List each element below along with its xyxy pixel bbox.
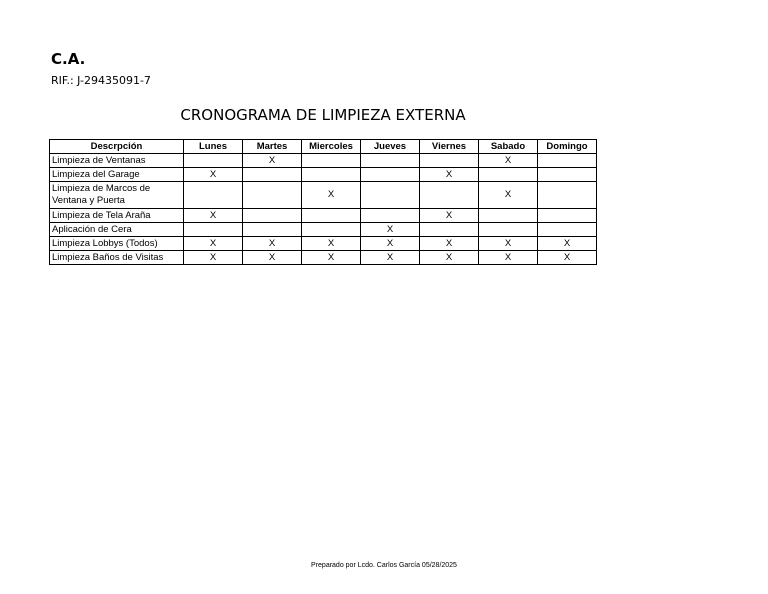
day-cell: X bbox=[302, 251, 361, 265]
day-cell bbox=[302, 168, 361, 182]
day-cell: X bbox=[302, 237, 361, 251]
column-header: Martes bbox=[243, 140, 302, 154]
table-row bbox=[50, 251, 597, 265]
day-cell bbox=[243, 182, 302, 209]
day-cell bbox=[361, 182, 420, 209]
task-description: Limpieza de Marcos de Ventana y Puerta bbox=[50, 182, 184, 209]
day-cell bbox=[538, 223, 597, 237]
table-row bbox=[50, 168, 597, 182]
day-cell: X bbox=[184, 251, 243, 265]
column-header: Jueves bbox=[361, 140, 420, 154]
day-cell: X bbox=[538, 251, 597, 265]
document-title: CRONOGRAMA DE LIMPIEZA EXTERNA bbox=[180, 106, 466, 124]
day-cell: X bbox=[184, 209, 243, 223]
column-header: Viernes bbox=[420, 140, 479, 154]
day-cell bbox=[302, 223, 361, 237]
day-cell: X bbox=[243, 237, 302, 251]
day-cell: X bbox=[538, 237, 597, 251]
day-cell: X bbox=[420, 251, 479, 265]
day-cell: X bbox=[361, 237, 420, 251]
day-cell: X bbox=[479, 182, 538, 209]
day-cell: X bbox=[361, 251, 420, 265]
rif-number: RIF.: J-29435091-7 bbox=[51, 74, 151, 87]
table-row bbox=[50, 154, 597, 168]
column-header: Descrpción bbox=[50, 140, 184, 154]
task-description: Limpieza de Ventanas bbox=[50, 154, 184, 168]
day-cell: X bbox=[479, 237, 538, 251]
task-description: Aplicación de Cera bbox=[50, 223, 184, 237]
day-cell: X bbox=[420, 168, 479, 182]
day-cell bbox=[184, 223, 243, 237]
day-cell bbox=[420, 223, 479, 237]
task-description: Limpieza de Tela Araña bbox=[50, 209, 184, 223]
day-cell: X bbox=[302, 182, 361, 209]
day-cell: X bbox=[479, 251, 538, 265]
day-cell bbox=[420, 182, 479, 209]
prepared-by-footer: Preparado por Lcdo. Carlos García 05/28/2025 bbox=[311, 562, 457, 569]
day-cell: X bbox=[420, 209, 479, 223]
task-description: Limpieza Lobbys (Todos) bbox=[50, 237, 184, 251]
task-description: Limpieza del Garage bbox=[50, 168, 184, 182]
day-cell bbox=[302, 209, 361, 223]
day-cell bbox=[243, 209, 302, 223]
day-cell bbox=[538, 209, 597, 223]
day-cell bbox=[538, 182, 597, 209]
day-cell: X bbox=[184, 237, 243, 251]
column-header: Miercoles bbox=[302, 140, 361, 154]
task-description: Limpieza Baños de Visitas bbox=[50, 251, 184, 265]
day-cell: X bbox=[479, 154, 538, 168]
day-cell bbox=[479, 168, 538, 182]
table-row bbox=[50, 209, 597, 223]
table-row bbox=[50, 237, 597, 251]
day-cell bbox=[420, 154, 479, 168]
table-row bbox=[50, 223, 597, 237]
column-header: Sabado bbox=[479, 140, 538, 154]
day-cell: X bbox=[420, 237, 479, 251]
column-header: Domingo bbox=[538, 140, 597, 154]
day-cell bbox=[538, 154, 597, 168]
day-cell bbox=[479, 223, 538, 237]
day-cell bbox=[479, 209, 538, 223]
day-cell bbox=[243, 168, 302, 182]
day-cell: X bbox=[184, 168, 243, 182]
day-cell bbox=[361, 154, 420, 168]
day-cell: X bbox=[243, 251, 302, 265]
cleaning-schedule-table bbox=[49, 139, 597, 265]
day-cell bbox=[361, 168, 420, 182]
day-cell bbox=[184, 182, 243, 209]
day-cell bbox=[243, 223, 302, 237]
day-cell bbox=[302, 154, 361, 168]
day-cell bbox=[538, 168, 597, 182]
day-cell: X bbox=[243, 154, 302, 168]
day-cell bbox=[361, 209, 420, 223]
column-header: Lunes bbox=[184, 140, 243, 154]
table-row bbox=[50, 182, 597, 209]
table-header-row bbox=[50, 140, 597, 154]
day-cell bbox=[184, 154, 243, 168]
company-name: C.A. bbox=[51, 50, 86, 68]
day-cell: X bbox=[361, 223, 420, 237]
